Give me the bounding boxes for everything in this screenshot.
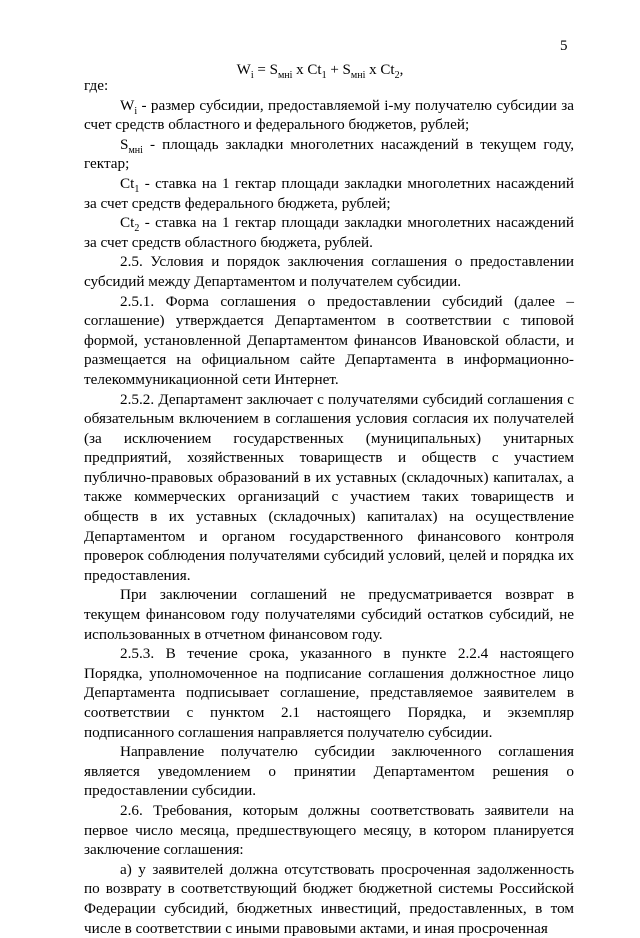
paragraph-2-5-2: 2.5.2. Департамент заключает с получателями субсидий соглашения с обязательным включением в соглашения условия согласия их получателей (за исключением государственных (муниципальных) унитарных предприятий, хозяйственных товариществ и обществ с участием публично-правовых образований в их уставных (складочных) капиталах, а также коммерческих организаций с участием таких товариществ и обществ в их уставных (складочных) капиталах) на осуществление Департаментом и органом государственного финансового контроля проверок соблюдения получателями субсидий условий, целей и порядка их предоставления. xyxy=(84,390,574,584)
paragraph-direction: Направление получателю субсидии заключенного соглашения является уведомлением о принятии Департаментом решения о предоставлении субсидии. xyxy=(84,743,574,800)
document-body xyxy=(84,76,574,938)
subsidy-formula: $W_i = S_{мнi}$ x $Ct_1 + S_{мнi}$ x $Ct_2$, xyxy=(236,62,404,81)
paragraph-2-5-3: 2.5.3. В течение срока, указанного в пункте 2.2.4 настоящего Порядка, уполномоченное на подписание соглашения должностное лицо Департамента подписывает соглашение, представляемое заявителем в соответствии с пунктом 2.1 настоящего Порядка, и экземпляр подписанного соглашения направляется получателю субсидии. xyxy=(84,645,574,741)
definition-ct1: $Ct_1$ - ставка на 1 гектар площади закладки многолетних насаждений за счет средств федерального бюджета, рублей; xyxy=(84,174,574,212)
paragraph-2-5-1: 2.5.1. Форма соглашения о предоставлении субсидий (далее – соглашение) утверждается Департаментом в соответствии с типовой формой, установленной Департаментом финансов Ивановской области, и размещается на официальном сайте Департамента в информационно-телекоммуникационной сети Интернет. xyxy=(84,292,574,388)
paragraph-no-return: При заключении соглашений не предусматривается возврат в текущем финансовом году получателями субсидий остатков субсидий, не использованных в отчетном финансовом году. xyxy=(84,586,574,643)
definition-ct2: $Ct_2$ - ставка на 1 гектар площади закладки многолетних насаждений за счет средств областного бюджета, рублей. xyxy=(84,214,574,251)
page-number: 5 xyxy=(560,38,568,54)
paragraph-2-6-a: а) у заявителей должна отсутствовать просроченная задолженность по возврату в соответствующий бюджет бюджетной системы Российской Федерации субсидий, бюджетных инвестиций, предоставленных, в том числе в соответствии с иными правовыми актами, и иная просроченная xyxy=(84,860,574,937)
paragraph-2-5: 2.5. Условия и порядок заключения соглашения о предоставлении субсидий между Департаментом и получателем субсидии. xyxy=(84,253,574,290)
definition-s: $S_{мнi}$ - площадь закладки многолетних насаждений в текущем году, гектар; xyxy=(84,135,574,173)
paragraph-2-6: 2.6. Требования, которым должны соответствовать заявители на первое число месяца, предшествующего месяцу, в котором планируется заключение соглашения: xyxy=(84,801,574,859)
definition-w: $W_i$ - размер субсидии, предоставляемой i-му получателю субсидии за счет средств областного и федерального бюджетов, рублей; xyxy=(84,96,574,134)
where-label: где: xyxy=(84,77,109,94)
